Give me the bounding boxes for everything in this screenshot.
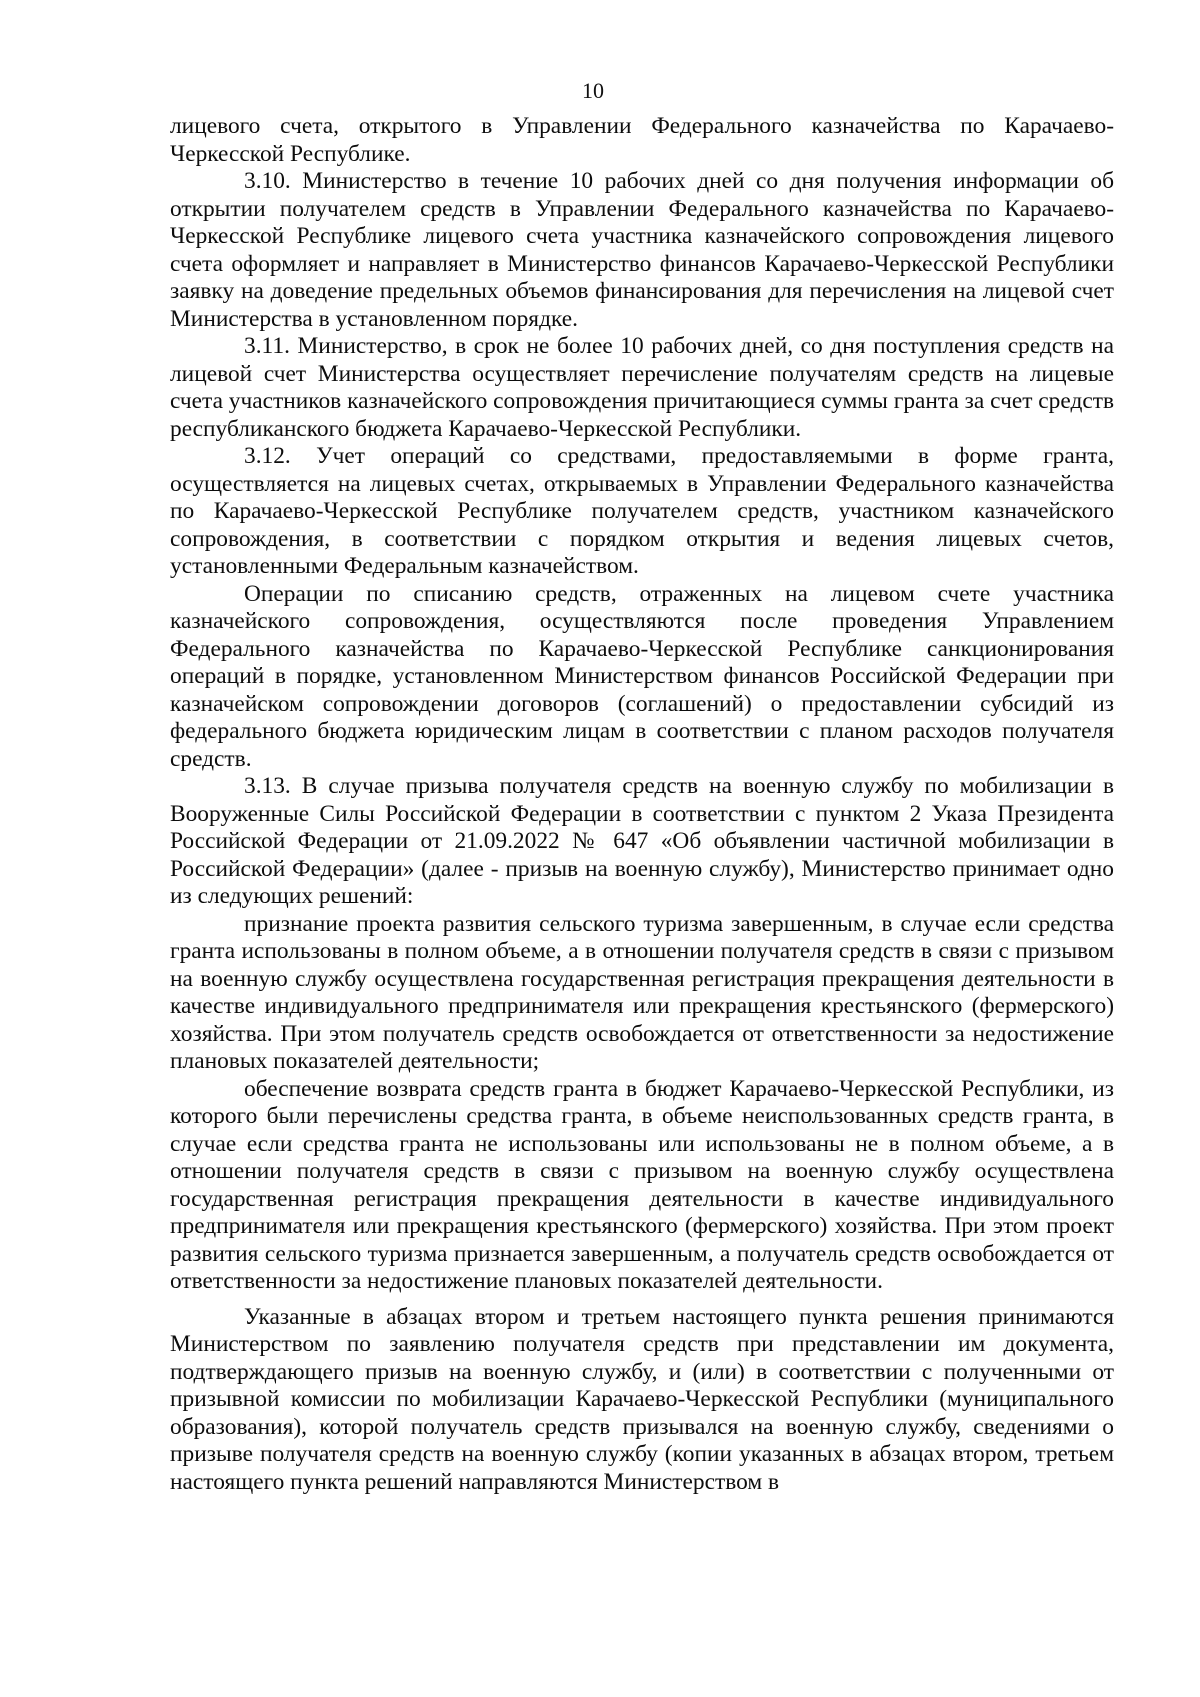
paragraph-3-11: 3.11. Министерство, в срок не более 10 рабочих дней, со дня поступления средств на лицевой счет Министерства осуществляет перечисление получателям средств на лицевые счета участников казначейского сопровождения причитающиеся суммы гранта за счет средств республиканского бюджета Карачаево-Черкесской Республики.	[170, 333, 1114, 442]
paragraph-3-13: 3.13. В случае призыва получателя средств на военную службу по мобилизации в Вооруженные Силы Российской Федерации в соответствии с пунктом 2 Указа Президента Российской Федерации от 21.09.2022 № 647 «Об объявлении частичной мобилизации в Российской Федерации» (далее - призыв на военную службу), Министерство принимает одно из следующих решений:	[170, 773, 1114, 909]
paragraph-3-12: 3.12. Учет операций со средствами, предоставляемыми в форме гранта, осуществляется на лицевых счетах, открываемых в Управлении Федерального казначейства по Карачаево-Черкесской Республике получателем средств, участником казначейского сопровождения, в соответствии с порядком открытия и ведения лицевых счетов, установленными Федеральным казначейством.	[170, 443, 1114, 579]
paragraph-3-10: 3.10. Министерство в течение 10 рабочих дней со дня получения информации об открытии получателем средств в Управлении Федерального казначейства по Карачаево-Черкесской Республике лицевого счета участника казначейского сопровождения лицевого счета оформляет и направляет в Министерство финансов Карачаево-Черкесской Республики заявку на доведение предельных объемов финансирования для перечисления на лицевой счет Министерства в установленном порядке.	[170, 168, 1114, 332]
page-number: 10	[582, 78, 604, 103]
paragraph-decision-2: обеспечение возврата средств гранта в бюджет Карачаево-Черкесской Республики, из которого были перечислены средства гранта, в объеме неиспользованных средств гранта, в случае если средства гранта не использованы или использованы не в полном объеме, а в отношении получателя средств в связи с призывом на военную службу осуществлена государственная регистрация прекращения деятельности в качестве индивидуального предпринимателя или прекращения крестьянского (фермерского) хозяйства. При этом проект развития сельского туризма признается завершенным, а получатель средств освобождается от ответственности за недостижение плановых показателей деятельности.	[170, 1075, 1114, 1294]
paragraph-decision-1: признание проекта развития сельского туризма завершенным, в случае если средства гранта использованы в полном объеме, а в отношении получателя средств в связи с призывом на военную службу осуществлена государственная регистрация прекращения деятельности в качестве индивидуального предпринимателя или прекращения крестьянского (фермерского) хозяйства. При этом получатель средств освобождается от ответственности за недостижение плановых показателей деятельности;	[170, 910, 1114, 1074]
document-body	[170, 113, 1114, 1496]
paragraph-continuation: лицевого счета, открытого в Управлении Федерального казначейства по Карачаево-Черкесской Республике.	[170, 113, 1114, 167]
paragraph-operations: Операции по списанию средств, отраженных на лицевом счете участника казначейского сопровождения, осуществляются после проведения Управлением Федерального казначейства по Карачаево-Черкесской Республике санкционирования операций в порядке, установленном Министерством финансов Российской Федерации при казначейском сопровождении договоров (соглашений) о предоставлении субсидий из федерального бюджета юридическим лицам в соответствии с планом расходов получателя средств.	[170, 580, 1114, 772]
paragraph-decisions-procedure: Указанные в абзацах втором и третьем настоящего пункта решения принимаются Министерством по заявлению получателя средств при представлении им документа, подтверждающего призыв на военную службу, и (или) в соответствии с полученными от призывной комиссии по мобилизации Карачаево-Черкесской Республики (муниципального образования), которой получатель средств призывался на военную службу, сведениями о призыве получателя средств на военную службу (копии указанных в абзацах втором, третьем настоящего пункта решений направляются Министерством в	[170, 1303, 1114, 1495]
